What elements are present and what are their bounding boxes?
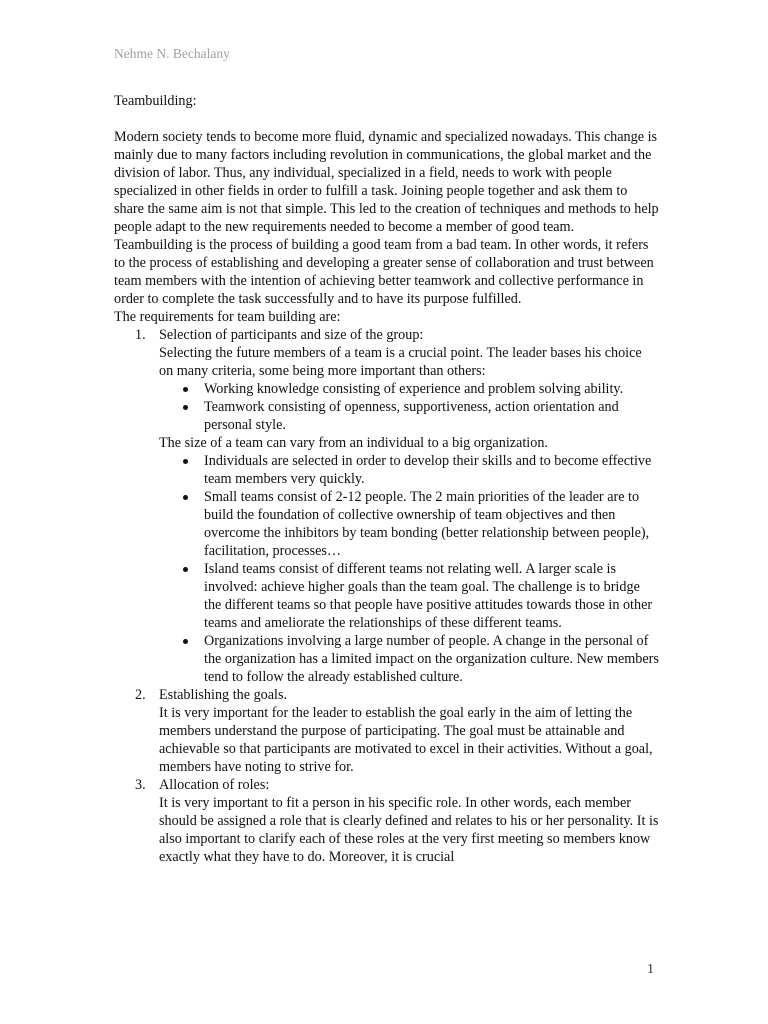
- requirement-heading: Allocation of roles:: [159, 777, 270, 793]
- requirement-item: [114, 326, 659, 686]
- requirement-text: It is very important to fit a person in his specific role. In other words, each member should be assigned a role that is clearly defined and relates to his or her personality. It is also important to clarify each of these roles at the very first meeting so members know exactly what they have to do. Moreover, it is crucial: [159, 795, 659, 865]
- bullet-item: [159, 380, 659, 398]
- requirement-number: 1.: [135, 327, 146, 343]
- requirement-number: 3.: [135, 777, 146, 793]
- requirements-list: [114, 326, 659, 866]
- bullet-icon: [183, 405, 188, 410]
- bullet-text: Individuals are selected in order to develop their skills and to become effective team members very quickly.: [204, 453, 652, 487]
- requirement-text: The size of a team can vary from an individual to a big organization.: [159, 435, 548, 451]
- requirement-number: 2.: [135, 687, 146, 703]
- bullet-item: [159, 398, 659, 434]
- requirement-heading: Selection of participants and size of the group:: [159, 327, 424, 343]
- bullet-text: Teamwork consisting of openness, supportiveness, action orientation and personal style.: [204, 399, 619, 433]
- requirement-item: [114, 686, 659, 776]
- requirement-item: [114, 776, 659, 866]
- bullet-text: Working knowledge consisting of experience and problem solving ability.: [204, 381, 624, 397]
- page-header-author: Nehme N. Bechalany: [114, 46, 230, 61]
- bullet-item: [159, 632, 659, 686]
- bullet-icon: [183, 567, 188, 572]
- bullet-icon: [183, 639, 188, 644]
- bullet-item: [159, 560, 659, 632]
- bullet-text: Organizations involving a large number of people. A change in the personal of the organization has a limited impact on the organization culture. New members tend to follow the already established culture.: [204, 633, 659, 685]
- bullet-text: Small teams consist of 2-12 people. The 2 main priorities of the leader are to build the foundation of collective ownership of team objectives and then overcome the inhibitors by team bonding (better relationship between people), facilitation, processes…: [204, 489, 650, 559]
- intro-paragraph: Modern society tends to become more fluid, dynamic and specialized nowadays. This change is mainly due to many factors including revolution in communications, the global market and the division of labor. Thus, any individual, specialized in a field, needs to work with people specialized in other fields in order to fulfill a task. Joining people together and ask them to share the same aim is not that simple. This led to the creation of techniques and methods to help people adapt to the new requirements needed to become a member of good team.: [114, 129, 659, 235]
- team-size-bullet-list: [159, 452, 659, 686]
- criteria-bullet-list: [159, 380, 659, 434]
- page-number: 1: [647, 962, 654, 977]
- definition-paragraph: Teambuilding is the process of building a good team from a bad team. In other words, it refers to the process of establishing and developing a greater sense of collaboration and trust between team members with the intention of achieving better teamwork and collective performance in order to complete the task successfully and to have its purpose fulfilled.: [114, 237, 654, 307]
- bullet-item: [159, 452, 659, 488]
- bullet-icon: [183, 459, 188, 464]
- bullet-item: [159, 488, 659, 560]
- requirement-text: It is very important for the leader to establish the goal early in the aim of letting the members understand the purpose of participating. The goal must be attainable and achievable so that participants are motivated to excel in their activities. Without a goal, members have noting to strive for.: [159, 705, 653, 775]
- requirement-heading: Establishing the goals.: [159, 687, 288, 703]
- bullet-text: Island teams consist of different teams not relating well. A larger scale is involved: achieve higher goals than the team goal. The challenge is to bridge the different teams so that people have positive attitudes towards those in other teams and ameliorate the relationships of these different teams.: [204, 561, 653, 631]
- document-body: [114, 92, 659, 866]
- requirements-lead: The requirements for team building are:: [114, 309, 341, 325]
- bullet-icon: [183, 387, 188, 392]
- document-title: Teambuilding:: [114, 93, 197, 109]
- requirement-text: Selecting the future members of a team is a crucial point. The leader bases his choice on many criteria, some being more important than others:: [159, 345, 642, 379]
- bullet-icon: [183, 495, 188, 500]
